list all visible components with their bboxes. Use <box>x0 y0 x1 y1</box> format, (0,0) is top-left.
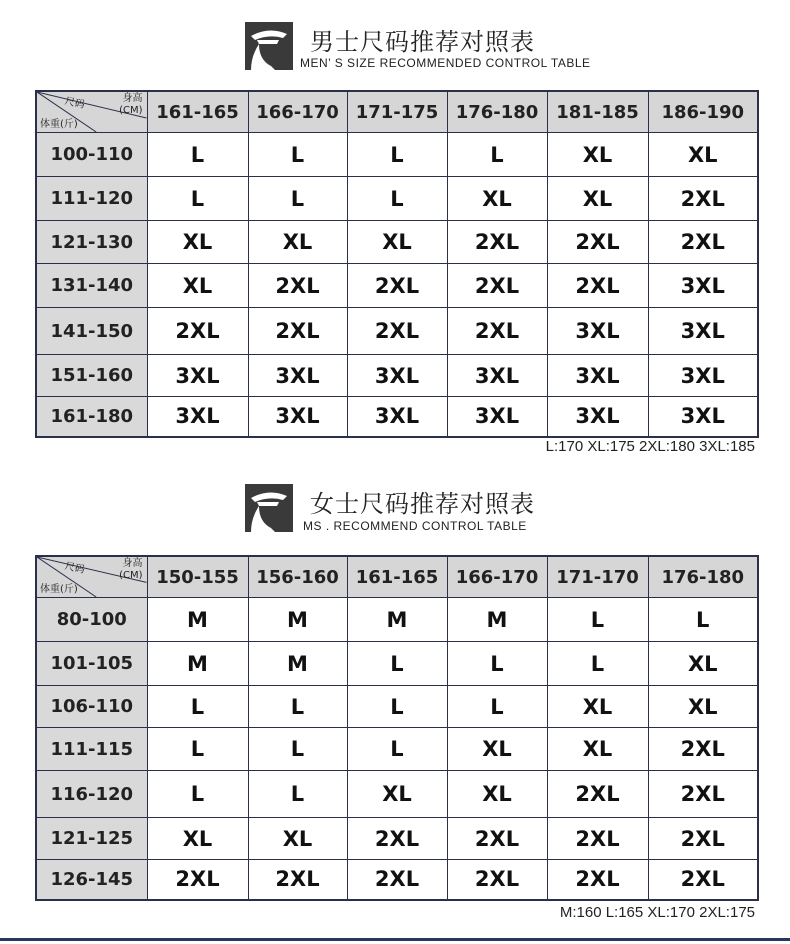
size-cell: 3XL <box>648 308 758 355</box>
size-cell: XL <box>248 221 347 264</box>
corner-unit-text: (CM) <box>119 105 143 116</box>
table-row <box>36 771 758 818</box>
size-cell: L <box>347 133 447 177</box>
men-title-en: MEN’ S SIZE RECOMMENDED CONTROL TABLE <box>300 56 591 70</box>
size-cell: 2XL <box>447 818 547 860</box>
table-row <box>36 818 758 860</box>
size-cell: L <box>648 598 758 642</box>
size-cell: XL <box>347 221 447 264</box>
weight-cell: 121-125 <box>36 818 147 860</box>
size-cell: 2XL <box>147 860 248 900</box>
column-header: 150-155 <box>147 556 248 598</box>
size-cell: M <box>248 642 347 686</box>
size-cell: XL <box>648 642 758 686</box>
column-header: 156-160 <box>248 556 347 598</box>
women-size-table <box>35 555 759 901</box>
size-cell: XL <box>547 728 648 771</box>
size-cell: 2XL <box>347 818 447 860</box>
size-cell: M <box>147 642 248 686</box>
table-row <box>36 264 758 308</box>
column-header: 176-180 <box>447 91 547 133</box>
men-header <box>0 18 790 78</box>
size-cell: L <box>248 771 347 818</box>
column-header: 171-175 <box>347 91 447 133</box>
size-cell: 3XL <box>648 264 758 308</box>
size-cell: 2XL <box>547 771 648 818</box>
corner-size-label: 尺码 <box>63 560 86 576</box>
table-row <box>36 221 758 264</box>
size-cell: 2XL <box>347 860 447 900</box>
size-cell: 3XL <box>547 397 648 437</box>
size-cell: 3XL <box>547 355 648 397</box>
size-cell: 2XL <box>648 728 758 771</box>
size-cell: XL <box>648 133 758 177</box>
size-cell: L <box>248 133 347 177</box>
column-header: 161-165 <box>347 556 447 598</box>
size-cell: 2XL <box>147 308 248 355</box>
table-row <box>36 686 758 728</box>
size-cell: L <box>347 686 447 728</box>
women-header <box>0 478 790 538</box>
weight-cell: 151-160 <box>36 355 147 397</box>
men-size-table <box>35 90 759 438</box>
column-header: 186-190 <box>648 91 758 133</box>
size-cell: L <box>248 177 347 221</box>
size-cell: 3XL <box>147 355 248 397</box>
size-cell: 2XL <box>648 771 758 818</box>
size-cell: 2XL <box>447 264 547 308</box>
weight-cell: 126-145 <box>36 860 147 900</box>
weight-cell: 111-115 <box>36 728 147 771</box>
men-size-note: L:170 XL:175 2XL:180 3XL:185 <box>545 438 755 455</box>
size-cell: 2XL <box>248 860 347 900</box>
weight-cell: 111-120 <box>36 177 147 221</box>
size-cell: 3XL <box>547 308 648 355</box>
weight-cell: 80-100 <box>36 598 147 642</box>
table-row <box>36 355 758 397</box>
column-header: 161-165 <box>147 91 248 133</box>
corner-weight-label: 体重(斤) <box>40 119 78 130</box>
women-title-cn: 女士尺码推荐对照表 <box>310 490 535 518</box>
weight-cell: 101-105 <box>36 642 147 686</box>
size-cell: M <box>147 598 248 642</box>
size-cell: 2XL <box>547 860 648 900</box>
corner-height-label <box>119 558 142 582</box>
size-cell: L <box>447 133 547 177</box>
size-cell: L <box>347 728 447 771</box>
size-cell: 2XL <box>547 221 648 264</box>
size-cell: XL <box>547 686 648 728</box>
size-cell: 2XL <box>547 818 648 860</box>
size-cell: L <box>347 642 447 686</box>
size-cell: 2XL <box>447 221 547 264</box>
size-cell: XL <box>648 686 758 728</box>
weight-cell: 131-140 <box>36 264 147 308</box>
size-cell: 3XL <box>147 397 248 437</box>
table-row <box>36 133 758 177</box>
size-cell: 2XL <box>347 264 447 308</box>
size-cell: XL <box>447 728 547 771</box>
column-header: 171-170 <box>547 556 648 598</box>
size-cell: 2XL <box>648 221 758 264</box>
size-cell: XL <box>147 221 248 264</box>
size-cell: 2XL <box>547 264 648 308</box>
size-cell: M <box>447 598 547 642</box>
men-title-cn: 男士尺码推荐对照表 <box>310 28 535 56</box>
size-cell: 2XL <box>648 177 758 221</box>
table-row <box>36 397 758 437</box>
size-cell: 2XL <box>648 860 758 900</box>
corner-weight-label: 体重(斤) <box>40 584 78 595</box>
size-cell: XL <box>347 771 447 818</box>
size-cell: 3XL <box>447 355 547 397</box>
size-cell: 3XL <box>648 397 758 437</box>
size-cell: XL <box>447 177 547 221</box>
size-cell: L <box>447 686 547 728</box>
size-cell: XL <box>447 771 547 818</box>
size-cell: L <box>147 728 248 771</box>
corner-height-text: 身高 <box>122 558 143 569</box>
column-header: 181-185 <box>547 91 648 133</box>
size-cell: L <box>447 642 547 686</box>
size-cell: XL <box>248 818 347 860</box>
corner-height-text: 身高 <box>122 93 143 104</box>
men-corner-cell <box>36 91 147 133</box>
table-row <box>36 598 758 642</box>
size-cell: 3XL <box>648 355 758 397</box>
bottom-divider <box>0 938 790 941</box>
size-cell: L <box>147 133 248 177</box>
size-cell: 2XL <box>648 818 758 860</box>
man-with-hat-silhouette-icon <box>237 20 297 72</box>
size-cell: L <box>547 598 648 642</box>
size-cell: 3XL <box>447 397 547 437</box>
size-cell: L <box>147 771 248 818</box>
size-cell: XL <box>547 177 648 221</box>
weight-cell: 100-110 <box>36 133 147 177</box>
table-row <box>36 728 758 771</box>
weight-cell: 121-130 <box>36 221 147 264</box>
weight-cell: 106-110 <box>36 686 147 728</box>
size-cell: 2XL <box>248 264 347 308</box>
table-row <box>36 177 758 221</box>
size-cell: 3XL <box>347 355 447 397</box>
column-header: 166-170 <box>447 556 547 598</box>
corner-height-label <box>119 93 142 117</box>
size-cell: XL <box>547 133 648 177</box>
size-cell: XL <box>147 264 248 308</box>
women-title-en: MS . RECOMMEND CONTROL TABLE <box>303 519 527 533</box>
column-header: 176-180 <box>648 556 758 598</box>
weight-cell: 161-180 <box>36 397 147 437</box>
size-cell: L <box>347 177 447 221</box>
size-cell: L <box>248 728 347 771</box>
size-cell: L <box>547 642 648 686</box>
size-cell: L <box>147 686 248 728</box>
man-with-hat-silhouette-icon <box>237 482 297 534</box>
corner-size-label: 尺码 <box>63 95 86 111</box>
size-cell: 3XL <box>248 397 347 437</box>
size-cell: M <box>347 598 447 642</box>
size-cell: XL <box>147 818 248 860</box>
size-cell: 2XL <box>447 860 547 900</box>
column-header: 166-170 <box>248 91 347 133</box>
size-cell: 2XL <box>447 308 547 355</box>
table-row <box>36 860 758 900</box>
size-cell: 3XL <box>248 355 347 397</box>
size-cell: M <box>248 598 347 642</box>
weight-cell: 116-120 <box>36 771 147 818</box>
women-size-note: M:160 L:165 XL:170 2XL:175 <box>559 904 755 921</box>
weight-cell: 141-150 <box>36 308 147 355</box>
size-cell: L <box>147 177 248 221</box>
corner-unit-text: (CM) <box>119 570 143 581</box>
size-cell: L <box>248 686 347 728</box>
size-cell: 2XL <box>248 308 347 355</box>
size-cell: 3XL <box>347 397 447 437</box>
table-row <box>36 308 758 355</box>
size-cell: 2XL <box>347 308 447 355</box>
women-corner-cell <box>36 556 147 598</box>
table-row <box>36 642 758 686</box>
